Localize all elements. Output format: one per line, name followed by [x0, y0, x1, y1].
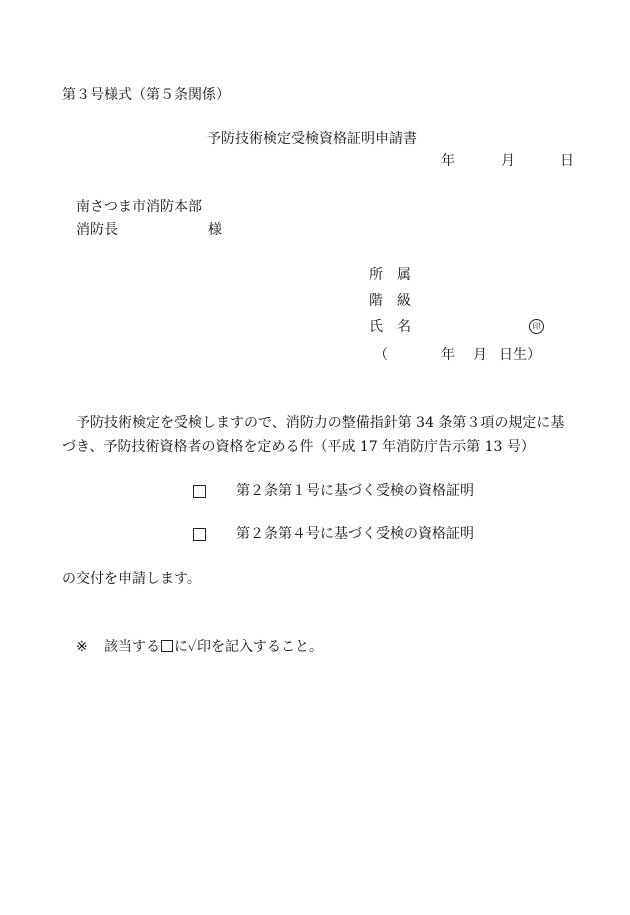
option-1-label: 第２条第１号に基づく受検の資格証明 [236, 483, 474, 499]
date-month-label: 月 [501, 153, 515, 169]
rank-label: 階 級 [369, 293, 411, 309]
affiliation-label: 所 属 [369, 267, 411, 283]
note-checkbox-symbol [161, 640, 173, 652]
date-day-label: 日 [560, 153, 574, 169]
note-text-before: 該当する [104, 639, 160, 655]
addressee-honorific: 様 [208, 222, 222, 238]
birth-date-open-paren: （ [374, 347, 388, 363]
option-1-checkbox[interactable] [193, 485, 206, 498]
document-title: 予防技術検定受検資格証明申請書 [207, 131, 417, 147]
note-text [104, 638, 323, 656]
addressee-title: 消防長 [76, 222, 118, 238]
date-year-label: 年 [441, 153, 455, 169]
body-text-line-2: づき、予防技術資格者の資格を定める件（平成 17 年消防庁告示第 13 号） [62, 439, 535, 455]
closing-text: の交付を申請します。 [62, 571, 201, 587]
birth-year-label: 年 [441, 347, 455, 363]
note-text-after: に✓印を記入すること。 [174, 639, 324, 655]
option-2-label: 第２条第４号に基づく受検の資格証明 [236, 526, 474, 542]
addressee-organization: 南さつま市消防本部 [76, 199, 202, 215]
birth-day-label: 日生） [499, 347, 541, 363]
form-number: 第３号様式（第５条関係） [62, 87, 230, 103]
name-label: 氏 名 [369, 319, 411, 335]
note-mark: ※ [76, 639, 88, 655]
option-2-checkbox[interactable] [193, 528, 206, 541]
seal-mark: 印 [529, 319, 544, 334]
birth-month-label: 月 [473, 347, 487, 363]
body-text-line-1: 予防技術検定を受検しますので、消防力の整備指針第 34 条第３項の規定に基 [76, 415, 565, 431]
